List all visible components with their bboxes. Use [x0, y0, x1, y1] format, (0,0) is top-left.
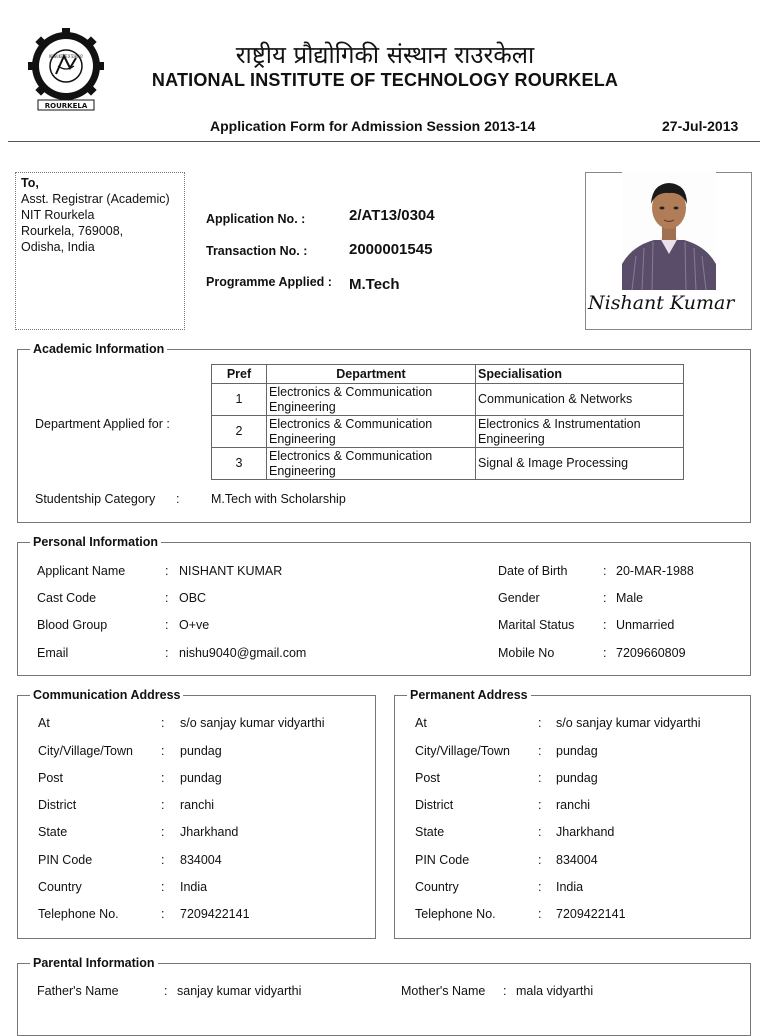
comm-state-value: Jharkhand — [180, 825, 239, 839]
perm-state-value: Jharkhand — [556, 825, 615, 839]
colon: : — [165, 646, 169, 660]
perm-district-value: ranchi — [556, 798, 591, 812]
perm-state-label: State — [415, 825, 445, 839]
comm-tel-value: 7209422141 — [180, 907, 250, 921]
applicant-signature: Nishant Kumar — [588, 292, 735, 314]
specialisation-header: Specialisation — [476, 365, 684, 384]
perm-pin-label: PIN Code — [415, 853, 470, 867]
academic-title: Academic Information — [33, 342, 165, 356]
mother-name-label: Mother's Name — [401, 984, 486, 998]
hindi-title: राष्ट्रीय प्रौद्योगिकी संस्थान राउरकेला — [235, 41, 535, 69]
transaction-no: 2000001545 — [349, 241, 433, 258]
comm-tel-label: Telephone No. — [38, 907, 119, 921]
email-label: Email — [37, 646, 69, 660]
comm-country-value: India — [180, 880, 208, 894]
department-table — [211, 364, 684, 480]
cast-code-label: Cast Code — [37, 591, 97, 605]
colon: : — [164, 984, 168, 998]
permanent-address-title: Permanent Address — [410, 688, 528, 702]
institute-logo — [24, 28, 108, 112]
colon: : — [603, 646, 607, 660]
specialisation-cell: Communication & Networks — [476, 384, 684, 416]
programme-label: Programme Applied : — [206, 275, 332, 289]
colon: : — [161, 880, 165, 894]
communication-address-title: Communication Address — [33, 688, 181, 702]
perm-post-label: Post — [415, 771, 441, 785]
perm-pin-value: 834004 — [556, 853, 598, 867]
father-name-label: Father's Name — [37, 984, 119, 998]
colon: : — [161, 825, 165, 839]
colon: : — [538, 744, 542, 758]
comm-state-label: State — [38, 825, 68, 839]
mobile-label: Mobile No — [498, 646, 555, 660]
institute-name: NATIONAL INSTITUTE OF TECHNOLOGY ROURKELA — [151, 70, 619, 90]
studentship-category-value: M.Tech with Scholarship — [211, 492, 346, 506]
form-date: 27-Jul-2013 — [662, 118, 739, 134]
comm-at-value: s/o sanjay kumar vidyarthi — [180, 716, 325, 730]
studentship-category-label: Studentship Category — [35, 492, 156, 506]
address-line: Odisha, India — [21, 240, 95, 254]
parental-section — [17, 956, 751, 1036]
colon: : — [161, 771, 165, 785]
address-to-box — [15, 172, 185, 330]
email-value: nishu9040@gmail.com — [179, 646, 307, 660]
perm-country-value: India — [556, 880, 584, 894]
comm-post-label: Post — [38, 771, 64, 785]
pref-cell: 3 — [212, 448, 267, 480]
father-name: sanjay kumar vidyarthi — [177, 984, 302, 998]
header-divider — [8, 141, 760, 142]
applicant-name: NISHANT KUMAR — [179, 564, 283, 578]
colon: : — [161, 798, 165, 812]
blood-group: O+ve — [179, 618, 210, 632]
dob-value: 20-MAR-1988 — [616, 564, 694, 578]
address-to-heading: To, — [21, 176, 39, 190]
marital-status-label: Marital Status — [498, 618, 575, 632]
perm-district-label: District — [415, 798, 454, 812]
perm-city-label: City/Village/Town — [415, 744, 510, 758]
comm-post-value: pundag — [180, 771, 222, 785]
address-line: NIT Rourkela — [21, 208, 95, 222]
comm-city-label: City/Village/Town — [38, 744, 133, 758]
department-cell: Electronics & Communication Engineering — [267, 448, 476, 480]
department-header: Department — [267, 365, 476, 384]
colon: : — [165, 564, 169, 578]
perm-tel-value: 7209422141 — [556, 907, 626, 921]
department-applied-label: Department Applied for : — [35, 417, 170, 431]
pref-cell: 2 — [212, 416, 267, 448]
colon: : — [603, 618, 607, 632]
colon: : — [161, 744, 165, 758]
parental-title: Parental Information — [33, 956, 155, 970]
colon: : — [176, 492, 180, 506]
cast-code: OBC — [179, 591, 207, 605]
applicant-photo — [622, 172, 716, 290]
application-no-label: Application No. : — [206, 212, 306, 226]
perm-post-value: pundag — [556, 771, 598, 785]
logo-ring-text: NATIONAL INSTITUTE OF TECHNOLOGY — [49, 54, 84, 59]
mother-name: mala vidyarthi — [516, 984, 594, 998]
perm-country-label: Country — [415, 880, 459, 894]
comm-pin-label: PIN Code — [38, 853, 93, 867]
marital-status-value: Unmarried — [616, 618, 675, 632]
personal-title: Personal Information — [33, 535, 159, 549]
colon: : — [161, 716, 165, 730]
comm-pin-value: 834004 — [180, 853, 222, 867]
pref-cell: 1 — [212, 384, 267, 416]
comm-district-value: ranchi — [180, 798, 215, 812]
colon: : — [603, 591, 607, 605]
colon: : — [503, 984, 507, 998]
transaction-no-label: Transaction No. : — [206, 244, 308, 258]
colon: : — [165, 618, 169, 632]
colon: : — [538, 880, 542, 894]
address-line: Asst. Registrar (Academic) — [21, 192, 170, 206]
colon: : — [538, 907, 542, 921]
specialisation-cell: Signal & Image Processing — [476, 448, 684, 480]
colon: : — [161, 907, 165, 921]
logo-caption: ROURKELA — [44, 102, 88, 110]
gender-label: Gender — [498, 591, 540, 605]
specialisation-cell: Electronics & Instrumentation Engineering — [476, 416, 684, 448]
department-cell: Electronics & Communication Engineering — [267, 416, 476, 448]
colon: : — [538, 716, 542, 730]
address-line: Rourkela, 769008, — [21, 224, 124, 238]
blood-group-label: Blood Group — [37, 618, 108, 632]
colon: : — [165, 591, 169, 605]
perm-at-value: s/o sanjay kumar vidyarthi — [556, 716, 701, 730]
colon: : — [161, 853, 165, 867]
colon: : — [538, 771, 542, 785]
mobile-value: 7209660809 — [616, 646, 686, 660]
table-row — [212, 384, 684, 416]
perm-at-label: At — [415, 716, 427, 730]
colon: : — [603, 564, 607, 578]
pref-header: Pref — [212, 365, 267, 384]
application-no: 2/AT13/0304 — [349, 207, 435, 224]
applicant-name-label: Applicant Name — [37, 564, 126, 578]
colon: : — [538, 798, 542, 812]
gender-value: Male — [616, 591, 644, 605]
comm-city-value: pundag — [180, 744, 222, 758]
dob-label: Date of Birth — [498, 564, 568, 578]
comm-district-label: District — [38, 798, 77, 812]
programme-value: M.Tech — [349, 276, 400, 293]
perm-city-value: pundag — [556, 744, 598, 758]
comm-at-label: At — [38, 716, 50, 730]
perm-tel-label: Telephone No. — [415, 907, 496, 921]
table-row — [212, 416, 684, 448]
colon: : — [538, 825, 542, 839]
comm-country-label: Country — [38, 880, 82, 894]
table-header-row — [212, 365, 684, 384]
department-cell: Electronics & Communication Engineering — [267, 384, 476, 416]
table-row — [212, 448, 684, 480]
colon: : — [538, 853, 542, 867]
form-title: Application Form for Admission Session 2013-14 — [210, 118, 536, 134]
